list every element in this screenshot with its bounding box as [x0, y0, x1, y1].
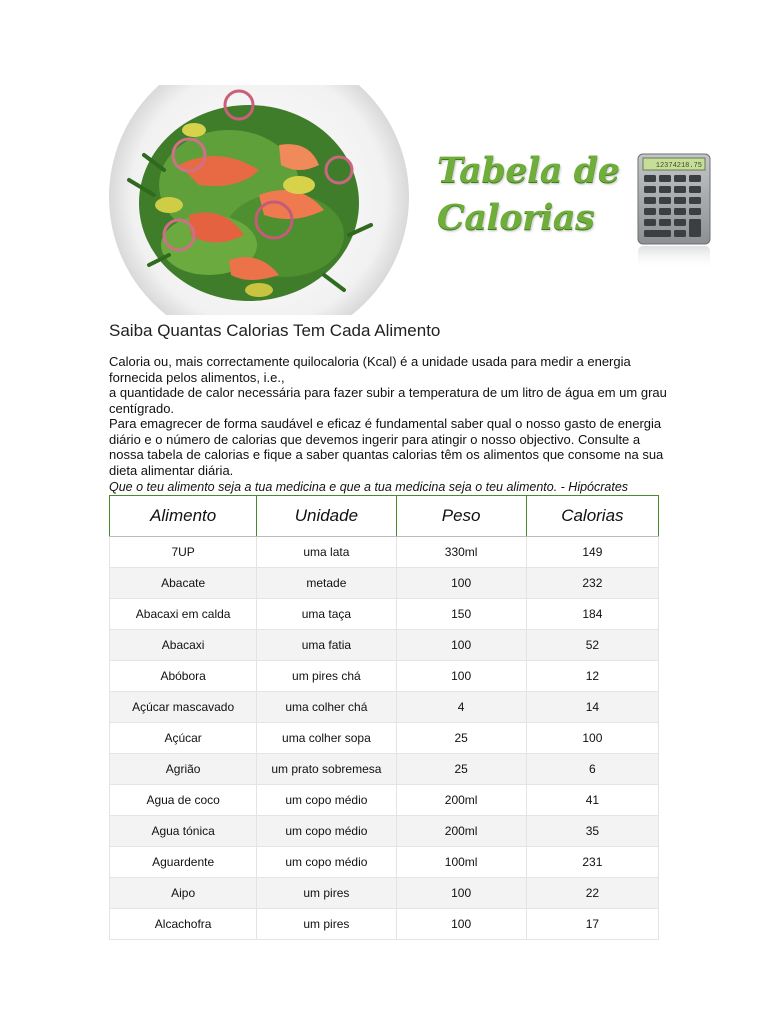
cell-unidade: um copo médio — [257, 847, 396, 878]
salad-image — [109, 85, 409, 315]
table-row — [110, 754, 659, 785]
cell-calorias: 149 — [526, 537, 658, 568]
cell-calorias: 100 — [526, 723, 658, 754]
cell-peso: 330ml — [396, 537, 526, 568]
table-row — [110, 816, 659, 847]
table-row — [110, 847, 659, 878]
cell-peso: 200ml — [396, 785, 526, 816]
column-header-alimento: Alimento — [110, 496, 257, 537]
intro-text — [109, 354, 669, 478]
cell-alimento: Abóbora — [110, 661, 257, 692]
cell-alimento: Agua tónica — [110, 816, 257, 847]
cell-calorias: 184 — [526, 599, 658, 630]
brand-title — [437, 147, 627, 241]
cell-alimento: Agrião — [110, 754, 257, 785]
table-row — [110, 599, 659, 630]
table-row — [110, 909, 659, 940]
cell-calorias: 52 — [526, 630, 658, 661]
table-header-row — [110, 496, 659, 537]
cell-alimento: 7UP — [110, 537, 257, 568]
cell-peso: 25 — [396, 723, 526, 754]
brand-title-line-2: Calorias — [437, 197, 595, 238]
cell-peso: 100 — [396, 909, 526, 940]
intro-paragraph: Para emagrecer de forma saudável e eficaz é fundamental saber qual o nosso gasto de energia diário e o número de calorias que devemos ingerir para atingir o nosso objectivo. Consulte a nossa tabela de calorias e fique a saber quantas calorias têm os alimentos que consome na sua dieta alimentar diária. — [109, 416, 664, 478]
cell-alimento: Agua de coco — [110, 785, 257, 816]
table-row — [110, 723, 659, 754]
brand-title-line-1: Tabela de — [437, 150, 620, 191]
calorie-table — [109, 495, 659, 940]
quote: Que o teu alimento seja a tua medicina e que a tua medicina seja o teu alimento. - Hipócrates — [109, 480, 629, 494]
intro-paragraph: Caloria ou, mais correctamente quilocaloria (Kcal) é a unidade usada para medir a energia fornecida pelos alimentos, i.e., — [109, 354, 631, 385]
header-banner — [109, 85, 710, 315]
cell-calorias: 35 — [526, 816, 658, 847]
cell-calorias: 232 — [526, 568, 658, 599]
table-row — [110, 692, 659, 723]
table-row — [110, 568, 659, 599]
cell-unidade: um prato sobremesa — [257, 754, 396, 785]
column-header-peso: Peso — [396, 496, 526, 537]
table-row — [110, 537, 659, 568]
intro-paragraph: a quantidade de calor necessária para fazer subir a temperatura de um litro de água em um grau centígrado. — [109, 385, 667, 416]
cell-calorias: 12 — [526, 661, 658, 692]
cell-calorias: 6 — [526, 754, 658, 785]
cell-peso: 150 — [396, 599, 526, 630]
calculator-display-text: 12374218.75 — [655, 162, 702, 170]
cell-peso: 100 — [396, 630, 526, 661]
cell-unidade: uma fatia — [257, 630, 396, 661]
cell-calorias: 41 — [526, 785, 658, 816]
cell-calorias: 22 — [526, 878, 658, 909]
cell-calorias: 14 — [526, 692, 658, 723]
cell-peso: 100 — [396, 661, 526, 692]
cell-peso: 4 — [396, 692, 526, 723]
cell-alimento: Abacate — [110, 568, 257, 599]
cell-alimento: Abacaxi em calda — [110, 599, 257, 630]
cell-alimento: Açúcar mascavado — [110, 692, 257, 723]
cell-unidade: um copo médio — [257, 816, 396, 847]
cell-unidade: uma colher chá — [257, 692, 396, 723]
cell-unidade: um pires — [257, 909, 396, 940]
column-header-unidade: Unidade — [257, 496, 396, 537]
calculator-icon — [637, 153, 711, 271]
page-heading: Saiba Quantas Calorias Tem Cada Alimento — [109, 321, 441, 340]
table-row — [110, 878, 659, 909]
cell-peso: 100ml — [396, 847, 526, 878]
cell-alimento: Aipo — [110, 878, 257, 909]
cell-peso: 100 — [396, 878, 526, 909]
cell-unidade: uma lata — [257, 537, 396, 568]
cell-calorias: 231 — [526, 847, 658, 878]
cell-peso: 200ml — [396, 816, 526, 847]
cell-unidade: um pires — [257, 878, 396, 909]
cell-unidade: uma colher sopa — [257, 723, 396, 754]
cell-alimento: Abacaxi — [110, 630, 257, 661]
cell-peso: 100 — [396, 568, 526, 599]
cell-alimento: Aguardente — [110, 847, 257, 878]
cell-alimento: Açúcar — [110, 723, 257, 754]
cell-unidade: uma taça — [257, 599, 396, 630]
table-row — [110, 661, 659, 692]
cell-unidade: metade — [257, 568, 396, 599]
cell-unidade: um pires chá — [257, 661, 396, 692]
table-row — [110, 630, 659, 661]
cell-alimento: Alcachofra — [110, 909, 257, 940]
cell-unidade: um copo médio — [257, 785, 396, 816]
table-row — [110, 785, 659, 816]
cell-calorias: 17 — [526, 909, 658, 940]
column-header-calorias: Calorias — [526, 496, 658, 537]
cell-peso: 25 — [396, 754, 526, 785]
